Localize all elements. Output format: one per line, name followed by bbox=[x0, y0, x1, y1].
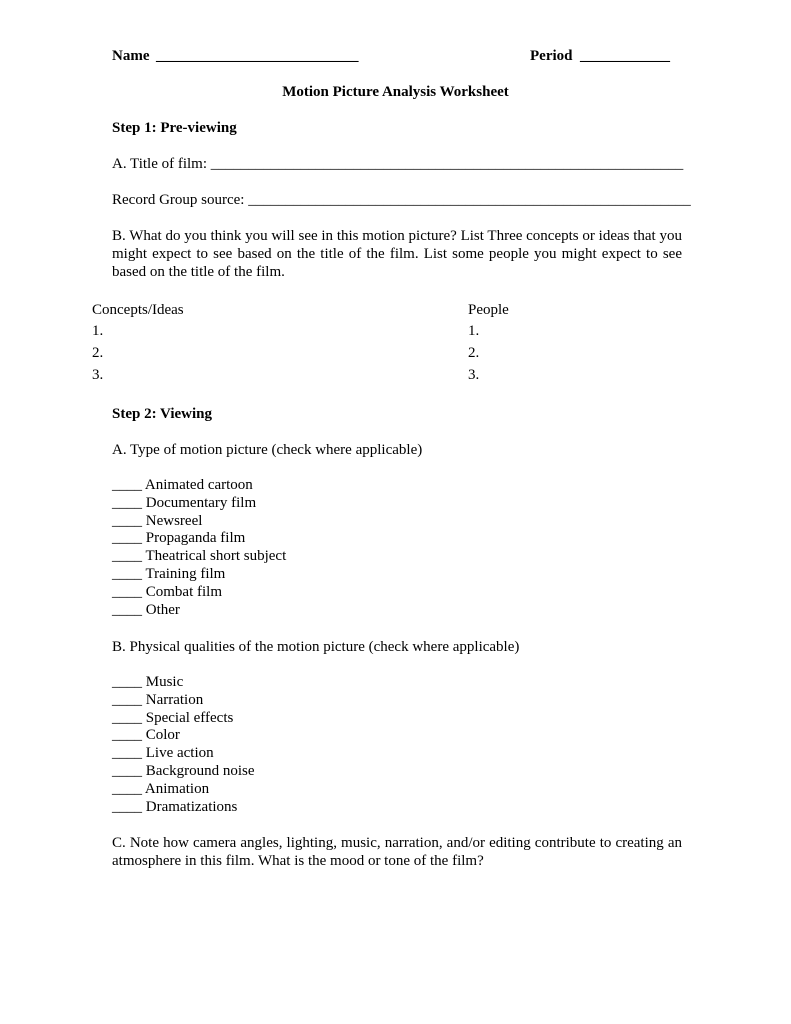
step2-question-a: A. Type of motion picture (check where applicable) bbox=[112, 442, 423, 458]
film-type-list bbox=[112, 477, 286, 619]
concepts-item[interactable]: 1. bbox=[92, 323, 104, 339]
worksheet-title: Motion Picture Analysis Worksheet bbox=[282, 84, 509, 100]
quality-option[interactable]: ____ Special effects bbox=[112, 709, 234, 726]
name-label: Name bbox=[112, 48, 150, 64]
film-type-option[interactable]: ____ Documentary film bbox=[112, 494, 257, 511]
concepts-item[interactable]: 2. bbox=[92, 345, 104, 361]
period-blank[interactable]: ____________ bbox=[580, 48, 670, 64]
step1-question-b: B. What do you think you will see in this motion picture? List Three concepts or ideas that you might expect to see based on the title of the film. List some people you might expect to see based on the title of the film. bbox=[112, 228, 682, 280]
people-header: People bbox=[468, 302, 509, 318]
film-type-option[interactable]: ____ Other bbox=[112, 601, 180, 618]
concepts-list bbox=[92, 320, 103, 386]
quality-option[interactable]: ____ Animation bbox=[112, 780, 210, 797]
quality-option[interactable]: ____ Dramatizations bbox=[112, 798, 238, 815]
film-type-option[interactable]: ____ Combat film bbox=[112, 583, 222, 600]
step2-heading: Step 2: Viewing bbox=[112, 406, 213, 422]
people-item[interactable]: 1. bbox=[468, 323, 480, 339]
title-of-film-field[interactable]: A. Title of film: _______________________________________________________________ bbox=[112, 156, 684, 172]
quality-option[interactable]: ____ Live action bbox=[112, 745, 214, 762]
film-type-option[interactable]: ____ Animated cartoon bbox=[112, 477, 253, 493]
name-blank[interactable]: ___________________________ bbox=[156, 48, 359, 64]
film-type-option[interactable]: ____ Newsreel bbox=[112, 512, 203, 529]
step2-question-c: C. Note how camera angles, lighting, music, narration, and/or editing contribute to creating an atmosphere in this film. What is the mood or tone of the film? bbox=[112, 835, 682, 869]
step1-heading: Step 1: Pre-viewing bbox=[112, 120, 237, 136]
film-type-option[interactable]: ____ Theatrical short subject bbox=[112, 548, 287, 565]
period-label: Period bbox=[530, 48, 573, 64]
concepts-item[interactable]: 3. bbox=[92, 367, 104, 383]
step2-question-b: B. Physical qualities of the motion picture (check where applicable) bbox=[112, 639, 520, 655]
record-group-field[interactable]: Record Group source: ___________________________________________________________ bbox=[112, 192, 691, 208]
people-list bbox=[468, 320, 479, 386]
concepts-header: Concepts/Ideas bbox=[92, 302, 184, 318]
film-type-option[interactable]: ____ Training film bbox=[112, 565, 226, 582]
quality-option[interactable]: ____ Background noise bbox=[112, 762, 255, 779]
physical-qualities-list bbox=[112, 674, 254, 816]
quality-option[interactable]: ____ Narration bbox=[112, 691, 204, 708]
quality-option[interactable]: ____ Color bbox=[112, 727, 180, 744]
film-type-option[interactable]: ____ Propaganda film bbox=[112, 530, 246, 547]
people-item[interactable]: 3. bbox=[468, 367, 480, 383]
people-item[interactable]: 2. bbox=[468, 345, 480, 361]
quality-option[interactable]: ____ Music bbox=[112, 674, 184, 690]
